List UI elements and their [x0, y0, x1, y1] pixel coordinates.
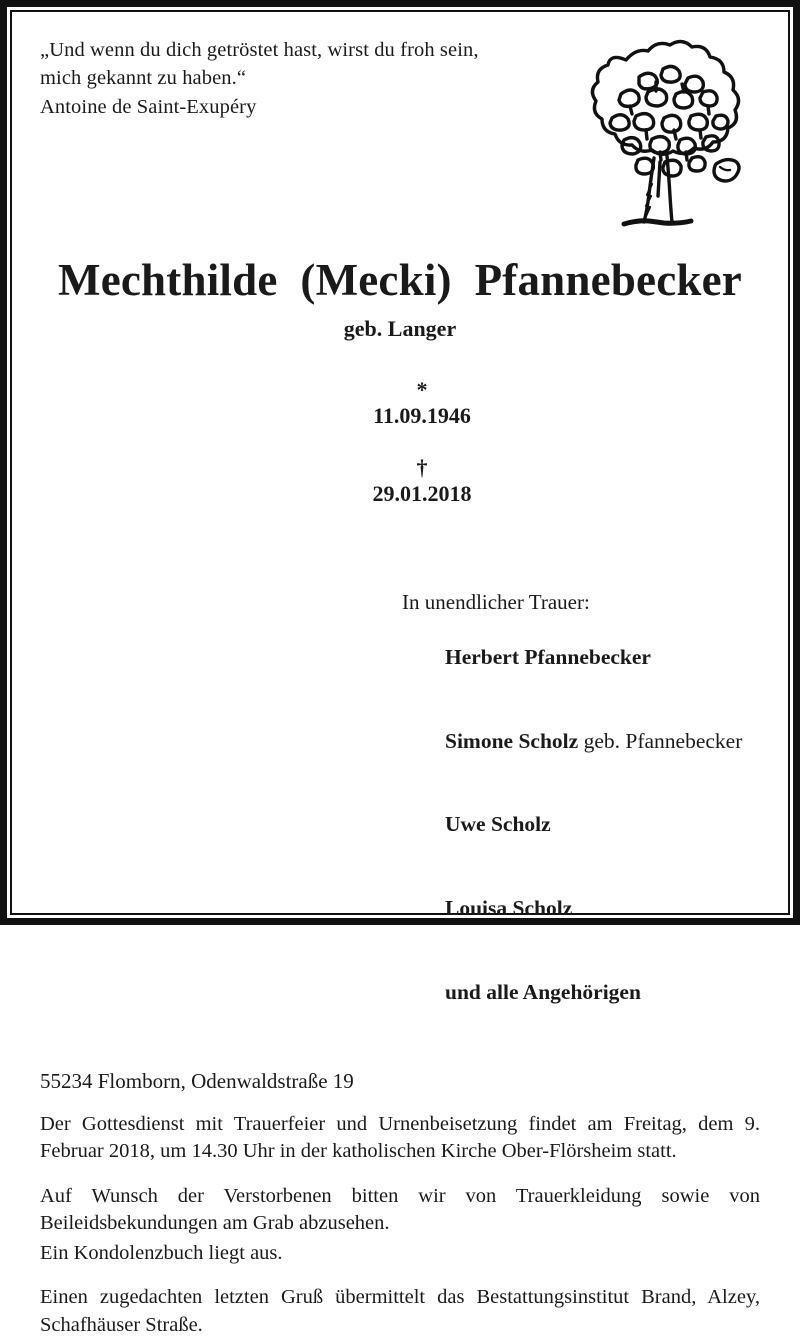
- quote-line-2: mich gekannt zu haben.“: [40, 67, 247, 90]
- mourner-entry: [402, 951, 760, 1035]
- condolence-book-paragraph: Ein Kondolenzbuch liegt aus.: [40, 1241, 283, 1264]
- notice-inner-frame: [10, 10, 790, 1336]
- maiden-name: geb. Langer: [343, 315, 457, 341]
- deceased-name-block: [40, 256, 760, 533]
- quote-author: Antoine de Saint-Exupéry: [40, 95, 257, 118]
- tree-with-falling-leaf-illustration: [566, 34, 756, 230]
- mourner-suffix: geb. Pfannebecker: [578, 728, 743, 753]
- mourners-header: In unendlicher Trauer:: [402, 589, 590, 614]
- page-title: Mechthilde (Mecki) Pfannebecker: [58, 255, 742, 305]
- mourner-entry: [402, 784, 760, 868]
- request-paragraph: Auf Wunsch der Verstorbenen bitten wir von Trauerkleidung sowie von Beileidsbekundungen am Grab abzusehen.: [40, 1184, 760, 1235]
- mourners-block: [40, 589, 760, 1035]
- mourner-name: Simone Scholz: [445, 728, 579, 753]
- mourner-entry: [402, 700, 760, 784]
- service-details-paragraph: Der Gottesdienst mit Trauerfeier und Urnenbeisetzung findet am Freitag, dem 9. Februar 2018, um 14.30 Uhr in der katholischen Kirche Ober-Flörsheim statt.: [40, 1112, 760, 1163]
- mourner-name: Louisa Scholz: [445, 896, 573, 921]
- mourner-name: Herbert Pfannebecker: [445, 644, 651, 669]
- death-symbol: †: [416, 454, 428, 480]
- mourner-entry: [402, 867, 760, 951]
- funeral-home-paragraph: Einen zugedachten letzten Gruß übermittelt das Bestattungsinstitut Brand, Alzey, Schafhäuser Straße.: [40, 1286, 760, 1336]
- life-dates: [40, 351, 760, 533]
- birth-symbol: *: [416, 376, 428, 402]
- address-line: 55234 Flomborn, Odenwaldstraße 19: [40, 1068, 354, 1093]
- header-band: [40, 34, 760, 232]
- mourner-name: und alle Angehörigen: [445, 980, 641, 1005]
- epitaph-quote: [40, 34, 479, 121]
- quote-line-1: „Und wenn du dich getröstet hast, wirst du froh sein,: [40, 39, 479, 61]
- mourner-entry: [402, 616, 760, 700]
- birth-date: 11.09.1946: [373, 402, 471, 428]
- mourner-name: Uwe Scholz: [445, 812, 551, 837]
- death-date: 29.01.2018: [372, 480, 472, 506]
